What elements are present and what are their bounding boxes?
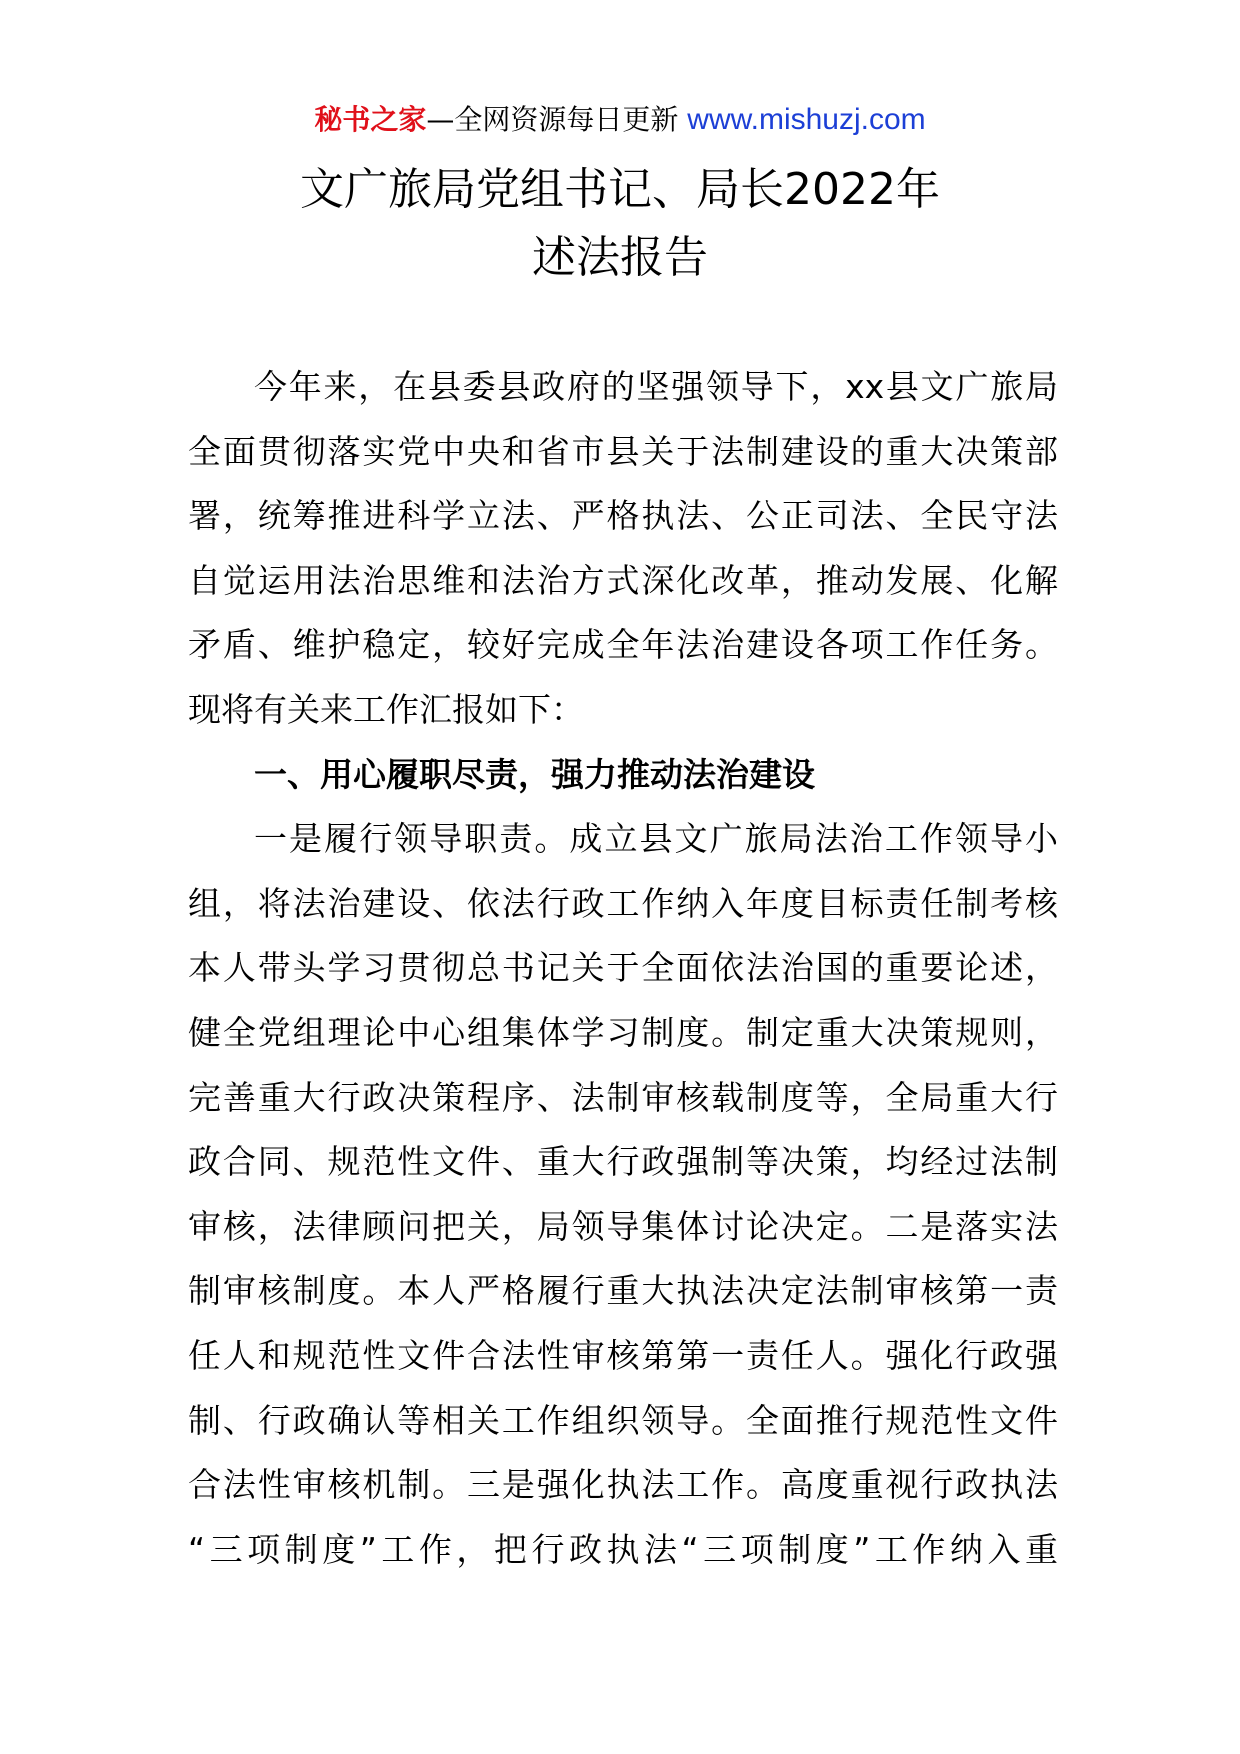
body-line: 政合同、规范性文件、重大行政强制等决策，均经过法制 xyxy=(188,1142,1058,1182)
body-line: 全面贯彻落实党中央和省市县关于法制建设的重大决策部 xyxy=(188,431,1058,471)
body-line: 制审核制度。本人严格履行重大执法决定法制审核第一责 xyxy=(188,1271,1058,1311)
document-title-line-2: 述法报告 xyxy=(532,232,708,283)
body-line: 制、行政确认等相关工作组织领导。全面推行规范性文件 xyxy=(188,1400,1058,1440)
body-line: 组，将法治建设、依法行政工作纳入年度目标责任制考核 xyxy=(188,883,1058,923)
body-line: 现将有关来工作汇报如下： xyxy=(188,689,584,729)
body-line: 审核，法律顾问把关，局领导集体讨论决定。二是落实法 xyxy=(188,1206,1058,1246)
body-line: 矛盾、维护稳定，较好完成全年法治建设各项工作任务。 xyxy=(188,625,1058,665)
section-heading: 一、用心履职尽责，强力推动法治建设 xyxy=(254,754,815,794)
site-url-link[interactable]: www.mishuzj.com xyxy=(687,103,926,136)
document-title-line-1: 文广旅局党组书记、局长2022年 xyxy=(300,164,940,215)
body-line: 今年来，在县委县政府的坚强领导下，xx县文广旅局 xyxy=(254,367,1058,406)
body-line: 健全党组理论中心组集体学习制度。制定重大决策规则， xyxy=(188,1012,1058,1052)
brand-name: 秘书之家 xyxy=(314,103,427,136)
body-line: 合法性审核机制。三是强化执法工作。高度重视行政执法 xyxy=(188,1465,1058,1505)
banner-tagline: —全网资源每日更新 xyxy=(426,103,679,136)
body-line: 一是履行领导职责。成立县文广旅局法治工作领导小 xyxy=(254,819,1058,859)
body-line: 本人带头学习贯彻总书记关于全面依法治国的重要论述， xyxy=(188,948,1058,988)
body-line: 自觉运用法治思维和法治方式深化改革，推动发展、化解 xyxy=(188,560,1058,600)
body-line: 任人和规范性文件合法性审核第第一责任人。强化行政强 xyxy=(188,1335,1058,1375)
body-line: 完善重大行政决策程序、法制审核载制度等，全局重大行 xyxy=(188,1077,1058,1117)
site-banner xyxy=(0,100,1240,140)
body-line: 署，统筹推进科学立法、严格执法、公正司法、全民守法 xyxy=(188,496,1058,536)
document-body xyxy=(188,355,1058,1582)
body-line: “三项制度”工作，把行政执法“三项制度”工作纳入重 xyxy=(188,1529,1058,1569)
